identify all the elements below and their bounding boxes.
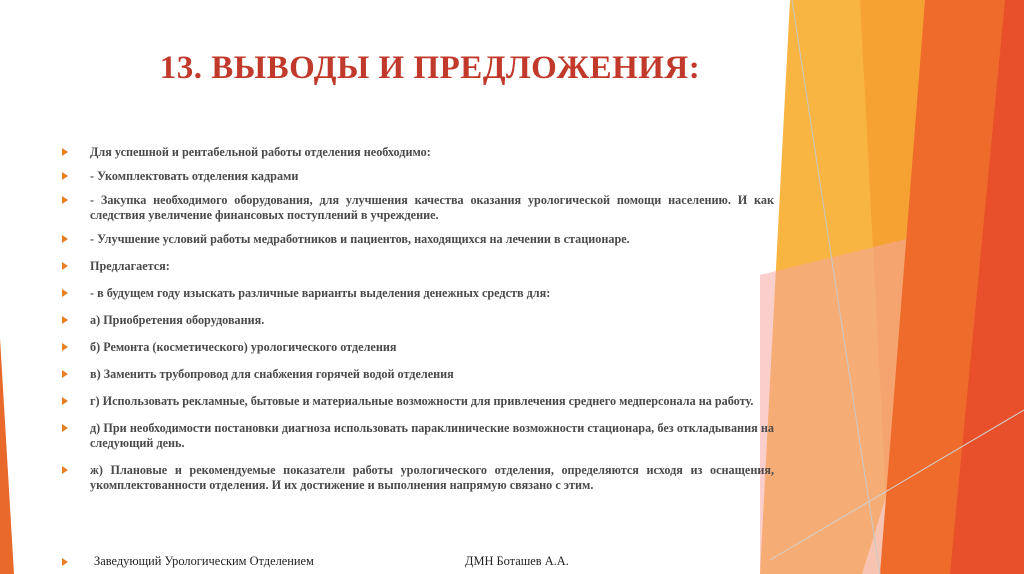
- triangle-bullet-icon: [62, 289, 68, 297]
- list-item: [62, 394, 774, 409]
- triangle-bullet-icon: [62, 316, 68, 324]
- left-orange-strip: [0, 338, 14, 574]
- triangle-bullet-icon: [62, 235, 68, 243]
- list-item-text: б) Ремонта (косметического) урологического отделения: [90, 340, 397, 354]
- bullet-list: [62, 145, 774, 502]
- triangle-bullet-icon: [62, 397, 68, 405]
- list-item: [62, 463, 774, 493]
- footer-name: ДМН Боташев А.А.: [465, 554, 569, 568]
- list-item-text: Для успешной и рентабельной работы отделения необходимо:: [90, 145, 431, 159]
- slide-title: 13. ВЫВОДЫ И ПРЕДЛОЖЕНИЯ:: [159, 50, 701, 86]
- list-item: [62, 367, 774, 382]
- list-item-text: г) Использовать рекламные, бытовые и материальные возможности для привлечения среднего медперсонала на работу.: [90, 394, 754, 408]
- list-item: [62, 313, 774, 328]
- triangle-bullet-icon: [62, 196, 68, 204]
- list-item-text: в) Заменить трубопровод для снабжения горячей водой отделения: [90, 367, 454, 381]
- triangle-bullet-icon: [62, 370, 68, 378]
- list-item: [62, 193, 774, 223]
- list-item-text: - Улучшение условий работы медработников и пациентов, находящихся на лечении в стационаре.: [90, 232, 630, 246]
- list-item: [62, 232, 774, 247]
- triangle-bullet-icon: [62, 262, 68, 270]
- triangle-bullet-icon: [62, 172, 68, 180]
- footer-position: Заведующий Урологическим Отделением: [94, 554, 314, 568]
- triangle-bullet-icon: [62, 558, 68, 566]
- list-item: [62, 286, 774, 301]
- list-item-text: Предлагается:: [90, 259, 170, 273]
- triangle-bullet-icon: [62, 466, 68, 474]
- list-item: [62, 259, 774, 274]
- triangle-bullet-icon: [62, 148, 68, 156]
- list-item-text: - Укомплектовать отделения кадрами: [90, 169, 299, 183]
- list-item-text: - в будущем году изыскать различные варианты выделения денежных средств для:: [90, 286, 551, 300]
- list-item: [62, 340, 774, 355]
- list-item-text: ж) Плановые и рекомендуемые показатели работы урологического отделения, определяются исходя из оснащения, укомплектованности отделения. И их достижение и выполнения напрямую связано с этим.: [90, 463, 774, 492]
- list-item-text: а) Приобретения оборудования.: [90, 313, 265, 327]
- triangle-bullet-icon: [62, 343, 68, 351]
- triangle-bullet-icon: [62, 424, 68, 432]
- list-item: [62, 421, 774, 451]
- list-item-text: - Закупка необходимого оборудования, для улучшения качества оказания урологической помощи населению. И как следствия увеличение финансовых поступлений в учреждение.: [90, 193, 774, 222]
- list-item-text: д) При необходимости постановки диагноза использовать параклинические возможности стационара, без откладывания на следующий день.: [90, 421, 774, 450]
- list-item: [62, 169, 774, 184]
- list-item: [62, 145, 774, 160]
